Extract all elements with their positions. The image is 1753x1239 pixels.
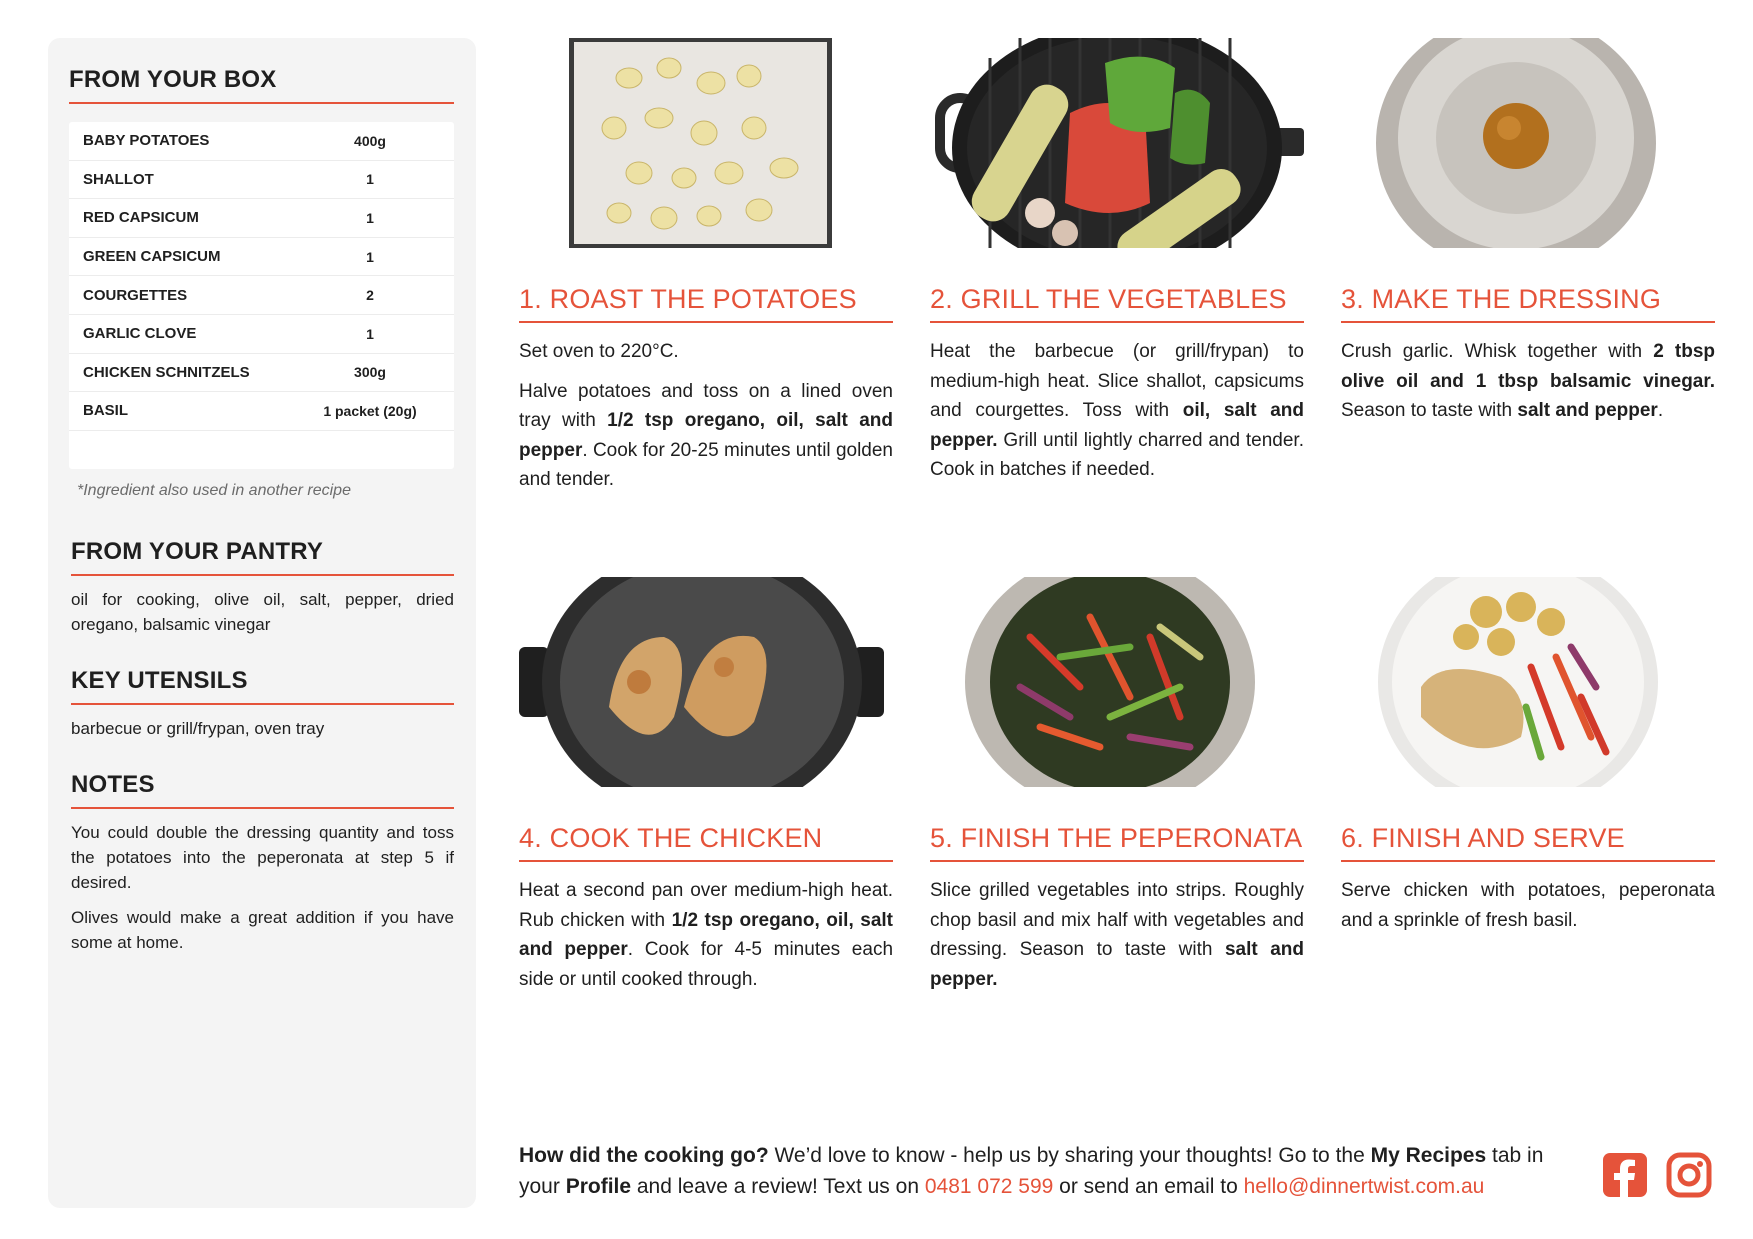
step-title: 3. MAKE THE DRESSING [1341,284,1715,323]
ingredient-row [69,199,454,238]
text-run: 1/2 tsp oregano, oil, salt and pepper [519,909,893,960]
text-run: salt and pepper. [930,939,1304,990]
ingredient-qty: 2 [366,287,374,304]
step-photo-finish-and-serve [1341,577,1715,787]
step-title: 4. COOK THE CHICKEN [519,823,893,862]
ingredient-name: GREEN CAPSICUM [83,248,221,266]
step-5 [930,577,1304,994]
step-instructions [1341,876,1715,935]
ingredient-qty: 1 [366,209,374,226]
from-your-box-title: FROM YOUR BOX [69,66,454,104]
text-run: Serve chicken with potatoes, peperonata and a sprinkle of fresh basil. [1341,880,1715,931]
text-run: oil, salt and pepper. [930,400,1304,451]
instruction-paragraph [519,337,893,367]
step-photo-roast-potatoes [519,38,893,248]
step-photo-cook-chicken [519,577,893,787]
text-run: We’d love to know - help us by sharing your thoughts! Go to the [768,1144,1371,1167]
step-photo-finish-peperonata [930,577,1304,787]
notes-title: NOTES [71,771,454,809]
ingredient-footnote: *Ingredient also used in another recipe [77,481,351,499]
text-run: Grill until lightly charred and tender. Cook in batches if needed. [930,429,1304,480]
text-run: salt and pepper [1517,400,1658,421]
ingredient-qty: 1 [366,325,374,342]
ingredient-qty: 1 packet (20g) [323,402,417,419]
ingredient-qty: 1 [366,248,374,265]
text-run: 2 tbsp olive oil and 1 tbsp balsamic vinegar. [1341,341,1715,392]
instruction-paragraph [930,337,1304,485]
step-instructions [930,337,1304,485]
ingredient-row [69,354,454,393]
step-6 [1341,577,1715,935]
instruction-paragraph [1341,876,1715,935]
ingredient-row [69,122,454,161]
text-run: My Recipes [1370,1144,1487,1167]
ingredient-name: COURGETTES [83,286,188,304]
instruction-paragraph [1341,337,1715,426]
note-text: Olives would make a great addition if you have some at home. [71,907,454,952]
step-photo-make-dressing [1341,38,1715,248]
facebook-icon[interactable] [1602,1152,1648,1198]
text-run: or send an email to [1053,1175,1244,1198]
text-run: Heat the barbecue (or grill/frypan) to medium-high heat. Slice shallot, capsicums and courgettes. Toss with [930,341,1304,421]
contact-link[interactable]: hello@dinnertwist.com.au [1243,1175,1485,1198]
ingredient-name: BASIL [83,402,128,420]
step-instructions [519,337,893,495]
text-run: Set oven to 220°C. [519,341,679,362]
note-text: You could double the dressing quantity and toss the potatoes into the peperonata at step 5 if desired. [71,822,454,892]
text-run: and leave a review! Text us on [631,1175,925,1198]
ingredient-name: RED CAPSICUM [83,209,199,227]
step-instructions [930,876,1304,994]
step-title: 1. ROAST THE POTATOES [519,284,893,323]
step-instructions [519,876,893,994]
ingredient-qty: 400g [354,132,386,149]
step-1 [519,38,893,495]
step-title: 5. FINISH THE PEPERONATA [930,823,1304,862]
text-run: Crush garlic. Whisk together with [1341,341,1654,362]
instruction-paragraph [930,876,1304,994]
instruction-paragraph [519,377,893,495]
notes-section [69,771,454,955]
text-run: Slice grilled vegetables into strips. Roughly chop basil and mix half with vegetables and dressing. Season to taste with [930,880,1304,960]
key-utensils-title: KEY UTENSILS [71,667,454,705]
instruction-paragraph [519,876,893,994]
pantry-section [69,538,454,637]
ingredient-row [69,238,454,277]
text-run: . Cook for 20-25 minutes until golden and tender. [519,439,893,490]
text-run: Heat a second pan over medium-high heat. Rub chicken with [519,880,893,931]
step-photo-grill-vegetables [930,38,1304,248]
step-2 [930,38,1304,485]
utensils-section [69,667,454,741]
ingredients-table [69,122,454,469]
ingredient-row [69,392,454,431]
ingredient-name: SHALLOT [83,170,154,188]
step-3 [1341,38,1715,426]
from-your-pantry-title: FROM YOUR PANTRY [71,538,454,576]
ingredient-blank-row [69,431,454,469]
ingredient-row [69,276,454,315]
contact-link[interactable]: 0481 072 599 [924,1175,1054,1198]
text-run: . [1657,400,1664,421]
ingredient-name: BABY POTATOES [83,132,210,150]
pantry-text: oil for cooking, olive oil, salt, pepper, dried oregano, balsamic vinegar [71,589,454,634]
ingredient-name: GARLIC CLOVE [83,325,197,343]
text-run: Profile [565,1175,632,1198]
ingredient-qty: 1 [366,171,374,188]
text-run: How did the cooking go? [519,1144,769,1167]
step-title: 6. FINISH AND SERVE [1341,823,1715,862]
ingredient-qty: 300g [354,364,386,381]
text-run: Halve potatoes and toss on a lined oven tray with [519,380,893,431]
text-run: . Cook for 4-5 minutes each side or until cooked through. [519,939,894,990]
ingredient-row [69,161,454,200]
step-4 [519,577,893,994]
utensils-text: barbecue or grill/frypan, oven tray [71,718,325,738]
step-instructions [1341,337,1715,426]
step-title: 2. GRILL THE VEGETABLES [930,284,1304,323]
ingredients-sidebar [48,38,476,1208]
instagram-icon[interactable] [1666,1152,1712,1198]
social-links [1602,1152,1712,1198]
text-run: Season to taste with [1341,400,1518,421]
ingredient-row [69,315,454,354]
text-run: tab in your [519,1144,1544,1198]
feedback-footer [519,1140,1579,1202]
text-run: 1/2 tsp oregano, oil, salt and pepper [519,410,893,461]
ingredient-name: CHICKEN SCHNITZELS [83,363,250,381]
